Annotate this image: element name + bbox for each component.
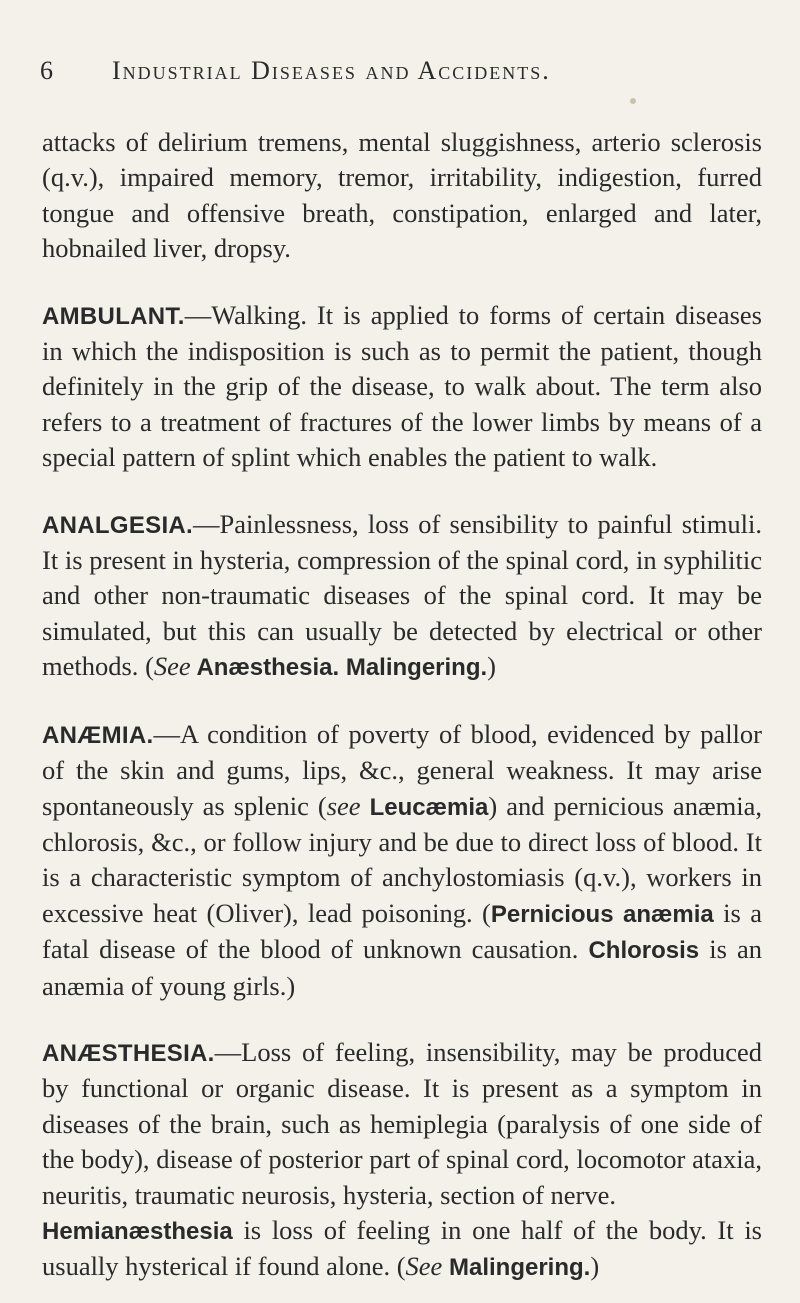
subterm-hemianaesthesia: Hemianæsthesia bbox=[42, 1217, 233, 1245]
page-number: 6 bbox=[40, 56, 55, 85]
headword-anaemia: ANÆMIA. bbox=[42, 721, 154, 749]
ink-speck bbox=[630, 98, 636, 104]
subterm-pernicious-anaemia: Pernicious anæmia bbox=[490, 900, 714, 928]
headword-anaesthesia: ANÆSTHESIA. bbox=[42, 1039, 215, 1067]
entry-ambulant: AMBULANT.—Walking. It is applied to forms of certain diseases in which the indisposition is such as to permit the patient, though definitely in the grip of the disease, to walk about. The term also refers to a treatment of fractures of the lower limbs by means of a special pattern of splint which enables the patient to walk. bbox=[42, 299, 762, 473]
body-text bbox=[42, 125, 762, 1286]
headword-analgesia: ANALGESIA. bbox=[42, 511, 194, 539]
cross-reference: Malingering. bbox=[442, 1254, 591, 1282]
headword-ambulant: AMBULANT. bbox=[42, 302, 185, 330]
entry-hemianaesthesia: Hemianæsthesia is loss of feeling in one half of the body. It is usually hysterical if found alone. (See Malingering.) bbox=[42, 1214, 762, 1282]
entry-anaemia: ANÆMIA.—A condition of poverty of blood, evidenced by pallor of the skin and gums, lips, &c., general weakness. It may arise spontaneously as splenic (see Leucæmia) and pernicious anæmia, chlorosis, &c., or follow injury and be due to direct loss of blood. It is a characteristic symptom of anchylostomiasis (q.v.), workers in excessive heat (Oliver), lead poisoning. (Pernicious anæmia is a fatal disease of the blood of unknown causation. Chlorosis is an anæmia of young girls.) bbox=[42, 718, 763, 1001]
entry-anaesthesia: ANÆSTHESIA.—Loss of feeling, insensibility, may be produced by functional or organic disease. It is present as a symptom in diseases of the brain, such as hemiplegia (paralysis of one side of the body), disease of posterior part of spinal cord, locomotor ataxia, neuritis, traumatic neurosis, hysteria, section of nerve. bbox=[42, 1036, 762, 1210]
subterm-chlorosis: Chlorosis bbox=[588, 937, 700, 965]
running-title: Industrial Diseases and Accidents. bbox=[112, 56, 551, 85]
cross-reference: Leucæmia bbox=[360, 793, 489, 821]
paragraph-continued: attacks of delirium tremens, mental sluggishness, arterio sclerosis (q.v.), impaired memory, tremor, irritability, indigestion, furred tongue and offensive breath, constipation, enlarged and later, hobnailed liver, dropsy. bbox=[42, 127, 762, 264]
cross-reference: Anæsthesia. Malingering. bbox=[190, 654, 488, 682]
entry-analgesia: ANALGESIA.—Painlessness, loss of sensibility to painful stimuli. It is present in hysteria, compression of the spinal cord, in syphilitic and other non-traumatic diseases of the spinal cord. It may be simulated, but this can usually be detected by electrical or other methods. (See Anæsthesia. Malingering.) bbox=[42, 508, 762, 682]
running-header bbox=[40, 58, 760, 84]
